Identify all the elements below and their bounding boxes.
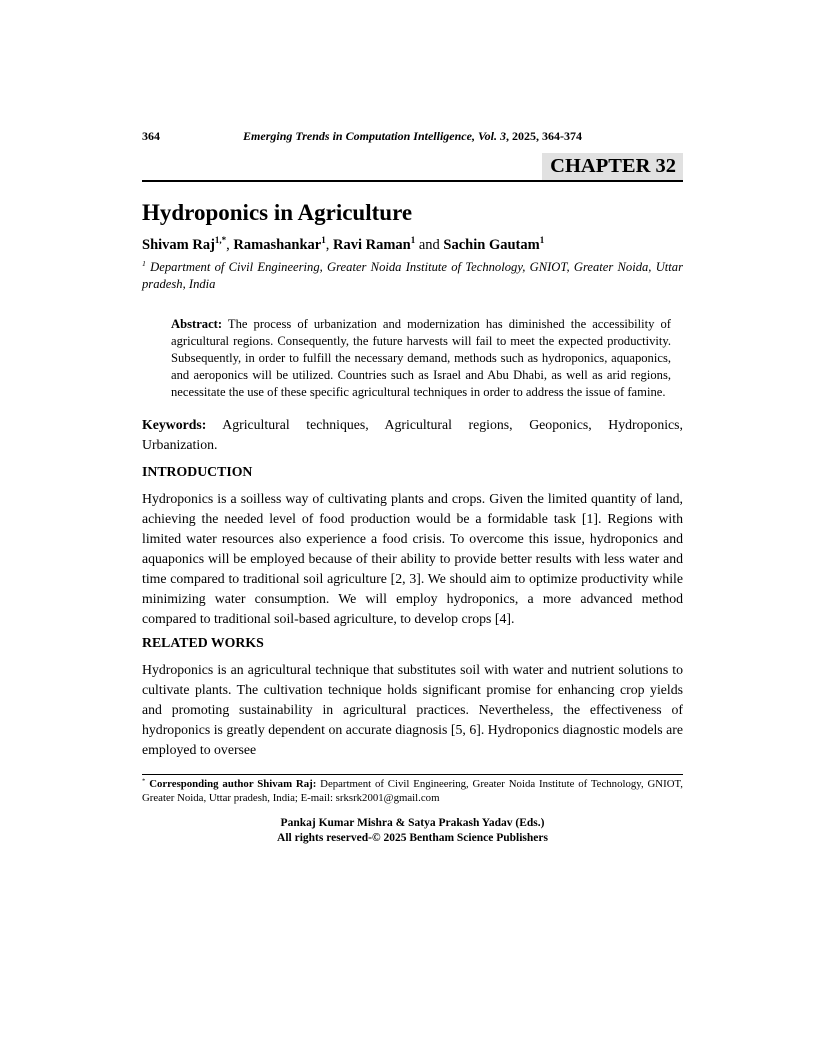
abstract — [171, 316, 671, 401]
author-name: Sachin Gautam — [443, 237, 540, 253]
author-name: Ravi Raman — [332, 237, 411, 253]
author-affiliation-marker: 1 — [410, 235, 416, 246]
author-separator: , — [226, 237, 234, 253]
author-name: Ramashankar — [233, 237, 322, 253]
affiliation — [142, 259, 683, 293]
copyright-line: All rights reserved-© 2025 Bentham Science Publishers — [277, 831, 548, 844]
author — [333, 237, 415, 253]
keywords-text: Agricultural techniques, Agricultural regions, Geoponics, Hydroponics, Urbanization. — [142, 417, 683, 452]
running-title-issue: , 2025, 364-374 — [505, 129, 582, 143]
running-title — [243, 129, 582, 143]
affiliation-text: Department of Civil Engineering, Greater Noida Institute of Technology, GNIOT, Greater Noida, Uttar pradesh, India — [142, 260, 684, 291]
related-works-paragraph: Hydroponics is an agricultural technique that substitutes soil with water and nutrient solutions to cultivate plants. The cultivation technique holds significant promise for enhancing crop yields and promoting sustainability in agricultural practices. Nevertheless, the effectiveness of hydroponics is greatly dependent on accurate diagnosis [5, 6]. Hydroponics diagnostic models are employed to oversee — [142, 662, 683, 757]
chapter-badge: CHAPTER 32 — [542, 153, 683, 180]
footnote-label: Corresponding author Shivam Raj: — [149, 778, 317, 790]
editors-line: Pankaj Kumar Mishra & Satya Prakash Yadav (Eds.) — [280, 817, 545, 829]
corresponding-author-note — [142, 774, 683, 805]
page-number: 364 — [142, 129, 160, 143]
author-separator: and — [415, 237, 444, 253]
introduction-paragraph: Hydroponics is a soilless way of cultivating plants and crops. Given the limited quantity of land, achieving the needed level of food production would be a formidable task [1]. Regions with limited water resources also experience a food crisis. To overcome this issue, hydroponics and aquaponics will be employed because of their ability to provide better results with less water and time compared to traditional soil agriculture [2, 3]. We should aim to optimize productivity while minimizing water consumption. We will employ hydroponics, a more advanced method compared to traditional soil-based agriculture, to develop crops [4]. — [142, 491, 683, 626]
author-affiliation-marker: 1 — [539, 235, 545, 246]
author — [443, 237, 544, 253]
abstract-label: Abstract: — [171, 317, 223, 331]
authors-line — [142, 236, 683, 254]
keywords-label: Keywords: — [142, 417, 207, 432]
footnote-star: * — [142, 777, 146, 785]
author — [142, 237, 226, 253]
footnote-text: Department of Civil Engineering, Greater Noida Institute of Technology, GNIOT, Greater Noida, Uttar pradesh, India; E-mail: srksrk2001@gmail.com — [142, 778, 683, 804]
keywords — [142, 415, 683, 455]
running-title-journal: Emerging Trends in Computation Intelligence, Vol. 3 — [243, 129, 506, 143]
section-heading-introduction: INTRODUCTION — [142, 464, 253, 479]
publisher-block — [142, 816, 683, 845]
chapter-header-rule — [142, 153, 683, 182]
affiliation-marker: 1 — [142, 258, 146, 268]
author — [233, 237, 325, 253]
author-name: Shivam Raj — [142, 237, 215, 253]
article-title: Hydroponics in Agriculture — [142, 200, 413, 225]
section-heading-related-works: RELATED WORKS — [142, 635, 264, 650]
author-affiliation-marker: 1,* — [214, 235, 227, 246]
running-header — [142, 128, 683, 144]
author-separator: , — [325, 237, 333, 253]
author-affiliation-marker: 1 — [321, 235, 326, 246]
abstract-text: The process of urbanization and modernization has diminished the accessibility of agricultural regions. Consequently, the future harvests will fail to meet the expected productivity. Subsequently, in order to fulfill the necessary demand, methods such as hydroponics, aquaponics, and aeroponics will be utilized. Countries such as Israel and Abu Dhabi, as well as arid regions, necessitate the use of these specific agricultural techniques in order to address the issue of famine. — [171, 317, 671, 399]
